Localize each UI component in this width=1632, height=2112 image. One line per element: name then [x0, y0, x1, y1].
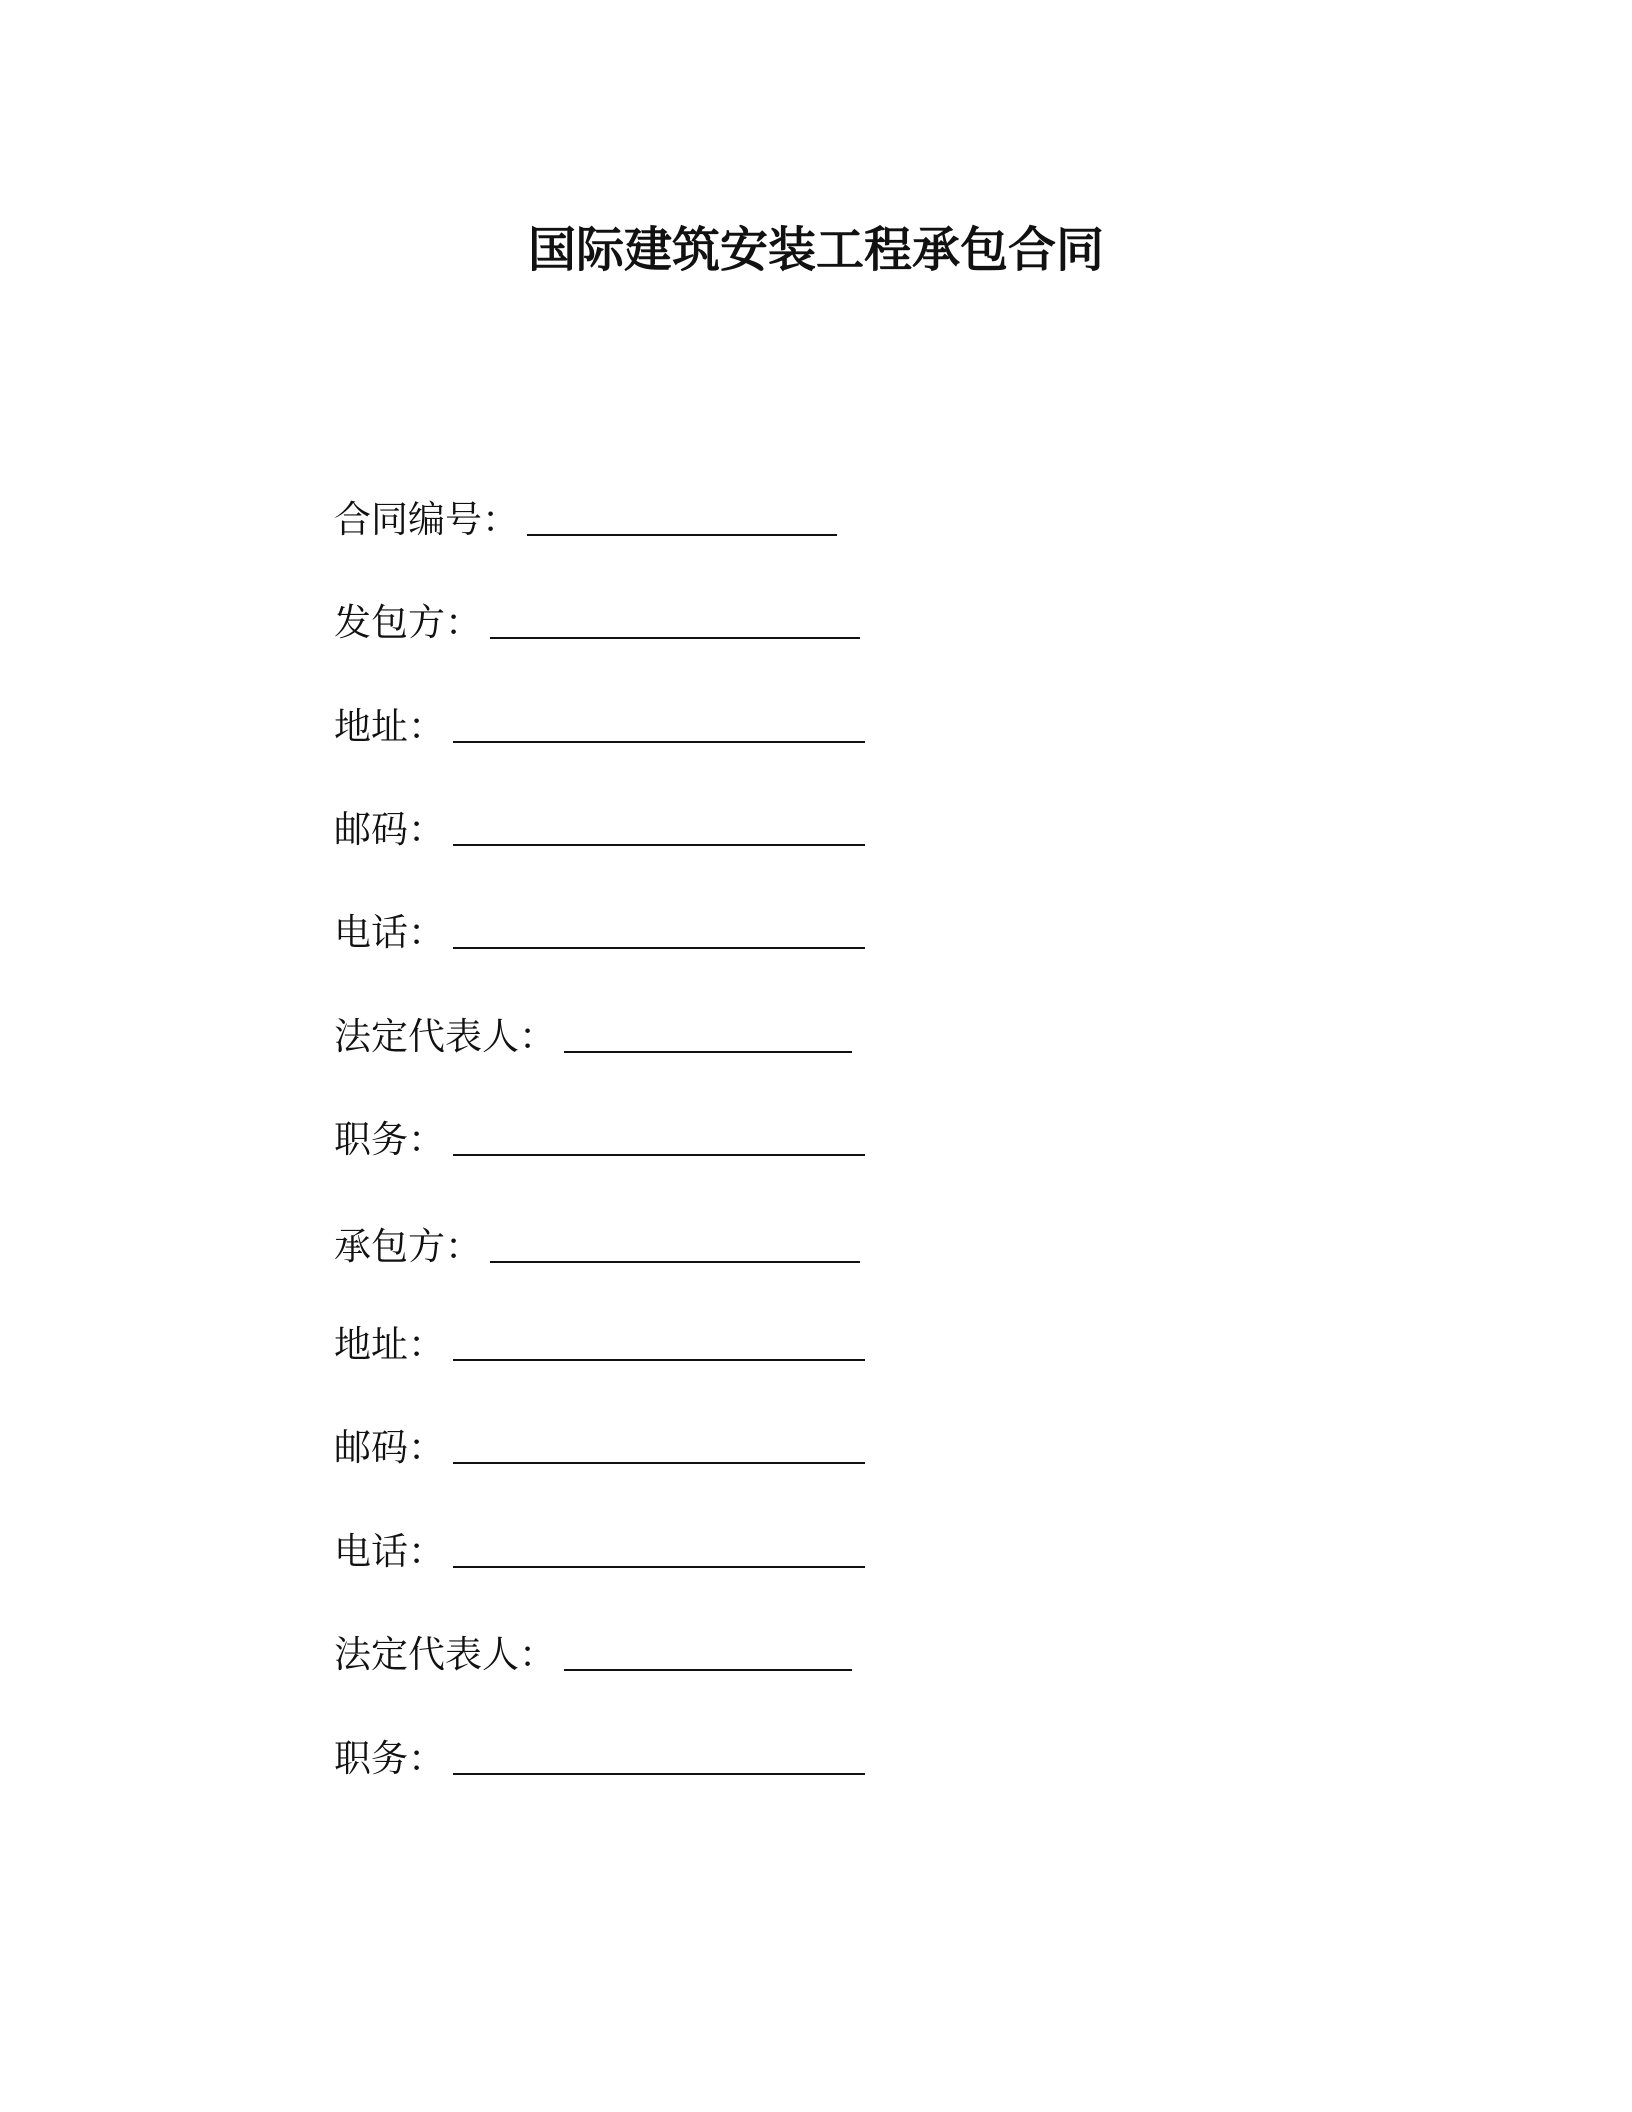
contract-number-field: [334, 495, 837, 545]
field-label: 地址：: [334, 1323, 445, 1366]
blank-line[interactable]: [453, 816, 865, 846]
field-label: 邮码：: [334, 1426, 445, 1469]
field-label: 法定代表人：: [334, 1015, 556, 1058]
employer-phone-field: [334, 908, 865, 958]
field-label: 职务：: [334, 1118, 445, 1161]
blank-line[interactable]: [453, 919, 865, 949]
field-label: 合同编号：: [334, 498, 519, 541]
field-label: 职务：: [334, 1737, 445, 1780]
field-label: 电话：: [334, 1530, 445, 1573]
blank-line[interactable]: [453, 1538, 865, 1568]
employer-address-field: [334, 702, 865, 752]
field-label: 邮码：: [334, 808, 445, 851]
blank-line[interactable]: [453, 1745, 865, 1775]
blank-line[interactable]: [564, 1023, 852, 1053]
blank-line[interactable]: [490, 1233, 860, 1263]
document-title: 国际建筑安装工程承包合同: [527, 222, 1104, 278]
employer-postcode-field: [334, 805, 865, 855]
blank-line[interactable]: [453, 1331, 865, 1361]
blank-line[interactable]: [527, 506, 837, 536]
field-label: 电话：: [334, 911, 445, 954]
contractor-position-field: [334, 1734, 865, 1784]
blank-line[interactable]: [490, 609, 860, 639]
blank-line[interactable]: [453, 713, 865, 743]
contractor-legal-representative-field: [334, 1630, 852, 1680]
field-label: 地址：: [334, 705, 445, 748]
blank-line[interactable]: [453, 1126, 865, 1156]
contractor-field: [334, 1222, 860, 1272]
contractor-phone-field: [334, 1527, 865, 1577]
contractor-postcode-field: [334, 1423, 865, 1473]
field-label: 承包方：: [334, 1225, 482, 1268]
employer-field: [334, 598, 860, 648]
blank-line[interactable]: [564, 1641, 852, 1671]
field-label: 法定代表人：: [334, 1633, 556, 1676]
contractor-address-field: [334, 1320, 865, 1370]
employer-position-field: [334, 1115, 865, 1165]
employer-legal-representative-field: [334, 1012, 852, 1062]
field-label: 发包方：: [334, 601, 482, 644]
blank-line[interactable]: [453, 1434, 865, 1464]
